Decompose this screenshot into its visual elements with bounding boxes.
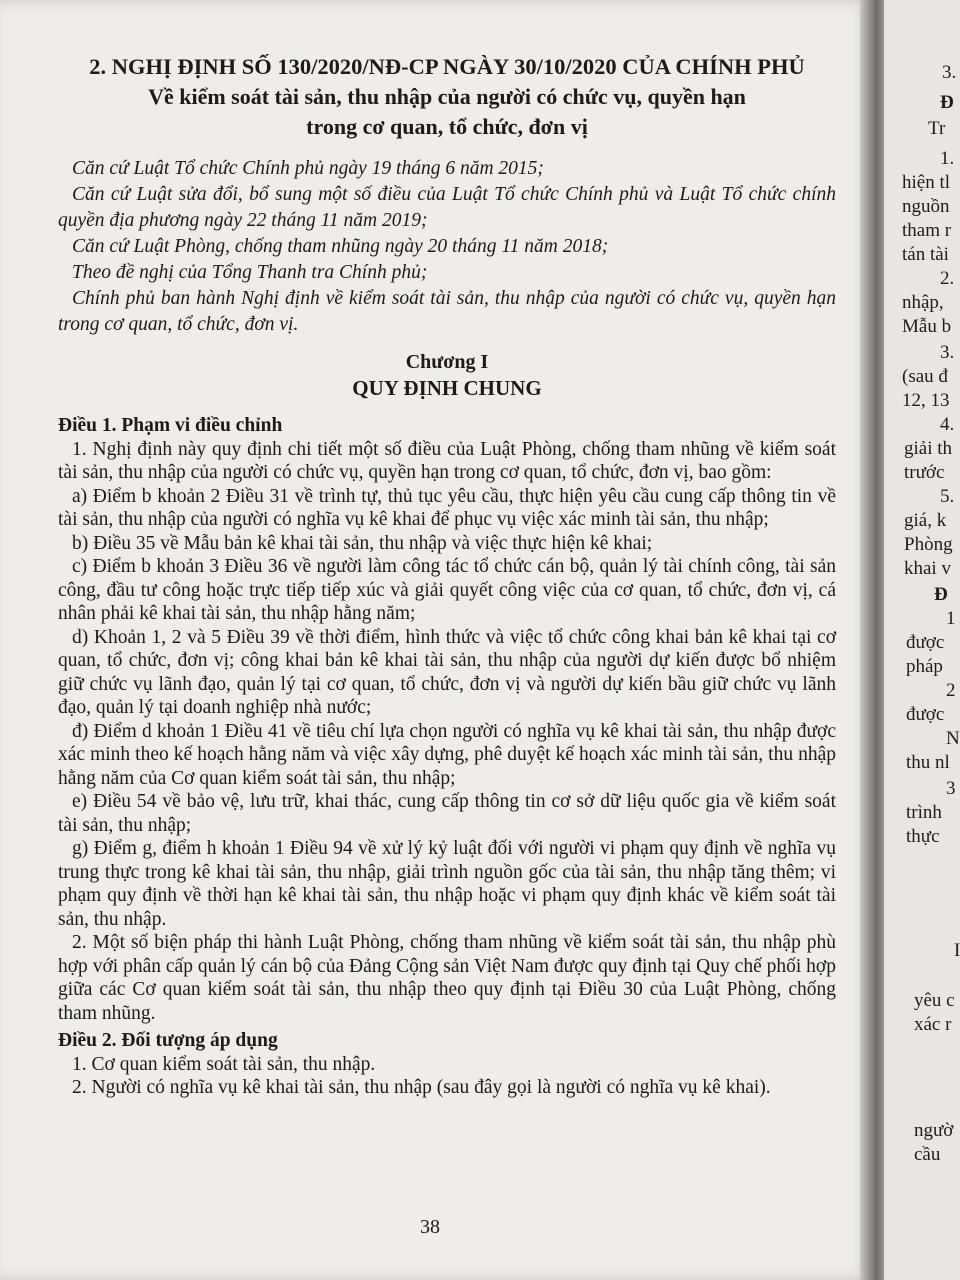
right-page-fragment: xác r [914, 1014, 952, 1035]
right-page-edge [884, 0, 960, 1280]
preamble-line: Theo đề nghị của Tổng Thanh tra Chính phủ; [72, 262, 428, 283]
article-1-item: e) Điều 54 về bảo vệ, lưu trữ, khai thác, cung cấp thông tin cơ sở dữ liệu quốc gia về kiểm soát tài sản, thu nhập; [58, 791, 836, 836]
article-2-item: 2. Người có nghĩa vụ kê khai tài sản, thu nhập (sau đây gọi là người có nghĩa vụ kê khai). [72, 1077, 771, 1098]
right-page-fragment: N [946, 728, 960, 749]
decree-subtitle-line-2: trong cơ quan, tổ chức, đơn vị [306, 114, 588, 139]
chapter-number: Chương I [405, 351, 489, 373]
chapter-heading [58, 350, 836, 402]
preamble-line: Căn cứ Luật sửa đổi, bổ sung một số điều của Luật Tổ chức Chính phủ và Luật Tổ chức chính quyền địa phương ngày 22 tháng 11 năm 2019; [58, 184, 836, 231]
right-page-fragment: Đ [940, 92, 954, 113]
chapter-title: QUY ĐỊNH CHUNG [352, 376, 542, 400]
article-1-item: c) Điểm b khoản 3 Điều 36 về người làm công tác tổ chức cán bộ, quản lý tài chính công, tài sản công, đầu tư công hoặc trực tiếp tiếp xúc và giải quyết công việc của cơ quan, tổ chức, đơn vị, cá nhân phải kê khai tài sản, thu nhập hằng năm; [58, 556, 836, 624]
right-page-fragment: khai v [904, 558, 951, 579]
right-page-fragment: nguồn [902, 196, 950, 217]
article-1-clause-1: 1. Nghị định này quy định chi tiết một số điều của Luật Phòng, chống tham nhũng về kiểm soát tài sản, thu nhập của người có chức vụ, quyền hạn trong cơ quan, tổ chức, đơn vị, bao gồm: [58, 438, 836, 483]
article-1-item: b) Điều 35 về Mẫu bản kê khai tài sản, thu nhập và việc thực hiện kê khai; [72, 532, 653, 554]
right-page-fragment: tán tài [902, 244, 949, 265]
decree-title: 2. NGHỊ ĐỊNH SỐ 130/2020/NĐ-CP NGÀY 30/10/2020 CỦA CHÍNH PHỦ [89, 54, 805, 79]
right-page-fragment: Tr [928, 118, 946, 139]
right-page-fragment: 1 [946, 608, 956, 629]
right-page-fragment: 4. [940, 414, 955, 435]
right-page-fragment: 12, 13 [902, 390, 950, 411]
right-page-fragment: trước [904, 462, 945, 483]
right-page-fragment: 3 [946, 778, 956, 799]
right-page-fragment: 1. [940, 148, 955, 169]
article-1-item: đ) Điểm d khoản 1 Điều 41 về tiêu chí lựa chọn người có nghĩa vụ kê khai tài sản, thu nhập được xác minh theo kế hoạch hằng năm và việc xây dựng, phê duyệt kế hoạch xác minh tài sản, thu nhập hằng năm của Cơ quan kiểm soát tài sản, thu nhập; [58, 720, 836, 789]
right-page-fragment: I [954, 940, 960, 961]
right-page-fragment: thu nl [906, 752, 950, 773]
right-page-fragment: yêu c [914, 990, 955, 1011]
article-1-clause-2: 2. Một số biện pháp thi hành Luật Phòng, chống tham nhũng về kiểm soát tài sản, thu nhập phù hợp với phân cấp quản lý cán bộ của Đảng Cộng sản Việt Nam được quy định tại Quy chế phối hợp giữa các Cơ quan kiểm soát tài sản, thu nhập theo quy định tại Điều 30 của Luật Phòng, chống tham nhũng. [58, 932, 836, 1024]
right-page-fragment: Mẫu b [902, 316, 952, 337]
right-page-fragment: 2 [946, 680, 956, 701]
right-page-fragment: được [906, 704, 945, 725]
preamble-line: Chính phủ ban hành Nghị định về kiểm soát tài sản, thu nhập của người có chức vụ, quyền hạn trong cơ quan, tổ chức, đơn vị. [58, 288, 836, 335]
right-page-fragment: pháp [906, 656, 943, 677]
right-page-fragment: 2. [940, 268, 955, 289]
right-page-fragment: được [906, 632, 945, 653]
right-page-fragment: giá, k [904, 510, 947, 531]
right-page-fragment: thực [906, 826, 940, 847]
article-1-item: d) Khoản 1, 2 và 5 Điều 39 về thời điểm, hình thức và việc tổ chức công khai bản kê khai tại cơ quan, tổ chức, đơn vị; công khai bản kê khai tài sản, thu nhập của người dự kiến được bổ nhiệm giữ chức vụ lãnh đạo, quản lý tại cơ quan, tổ chức, đơn vị và người dự kiến bầu giữ chức vụ lãnh đạo, quản lý tại doanh nghiệp nhà nước; [58, 626, 836, 718]
document-heading [58, 52, 836, 142]
article-1-item: a) Điểm b khoản 2 Điều 31 về trình tự, thủ tục yêu cầu, thực hiện yêu cầu cung cấp thông tin về tài sản, thu nhập của người có nghĩa vụ kê khai để phục vụ việc xác minh tài sản, thu nhập; [58, 485, 836, 530]
article-1-item: g) Điểm g, điểm h khoản 1 Điều 94 về xử lý kỷ luật đối với người vi phạm quy định về nghĩa vụ trung thực trong kê khai tài sản, thu nhập, giải trình nguồn gốc của tài sản, thu nhập tăng thêm; vi phạm quy định về thời hạn kê khai tài sản, thu nhập hoặc vi phạm quy định khác về kiểm soát tài sản, thu nhập. [58, 838, 836, 930]
right-page-fragment: giải th [904, 438, 953, 459]
article-2-item: 1. Cơ quan kiểm soát tài sản, thu nhập. [72, 1053, 376, 1075]
right-page-fragment: nhập, [902, 292, 944, 313]
right-page-fragment: 3. [942, 62, 957, 83]
page-content [58, 52, 836, 1100]
right-page-fragment: hiện tl [902, 172, 951, 193]
page-number: 38 [420, 1216, 440, 1238]
right-page-fragment: cầu [914, 1144, 941, 1165]
right-page-fragment: Đ [934, 584, 948, 605]
article-1 [58, 414, 836, 1100]
preamble-line: Căn cứ Luật Tổ chức Chính phủ ngày 19 tháng 6 năm 2015; [72, 158, 544, 179]
right-page-fragment: Phòng [904, 534, 953, 555]
article-1-title: Điều 1. Phạm vi điều chỉnh [58, 415, 283, 436]
right-page-fragment: (sau đ [902, 366, 948, 387]
right-page-fragment: tham r [902, 220, 952, 241]
right-page-fragment: 3. [940, 342, 955, 363]
right-page-fragment: ngườ [914, 1120, 954, 1141]
preamble-line: Căn cứ Luật Phòng, chống tham nhũng ngày 20 tháng 11 năm 2018; [72, 236, 609, 257]
preamble [58, 156, 836, 338]
decree-subtitle-line-1: Về kiểm soát tài sản, thu nhập của người có chức vụ, quyền hạn [148, 84, 746, 109]
right-page-fragment: trình [906, 802, 942, 823]
right-page-fragment: 5. [940, 486, 955, 507]
article-2-title: Điều 2. Đối tượng áp dụng [58, 1030, 278, 1051]
